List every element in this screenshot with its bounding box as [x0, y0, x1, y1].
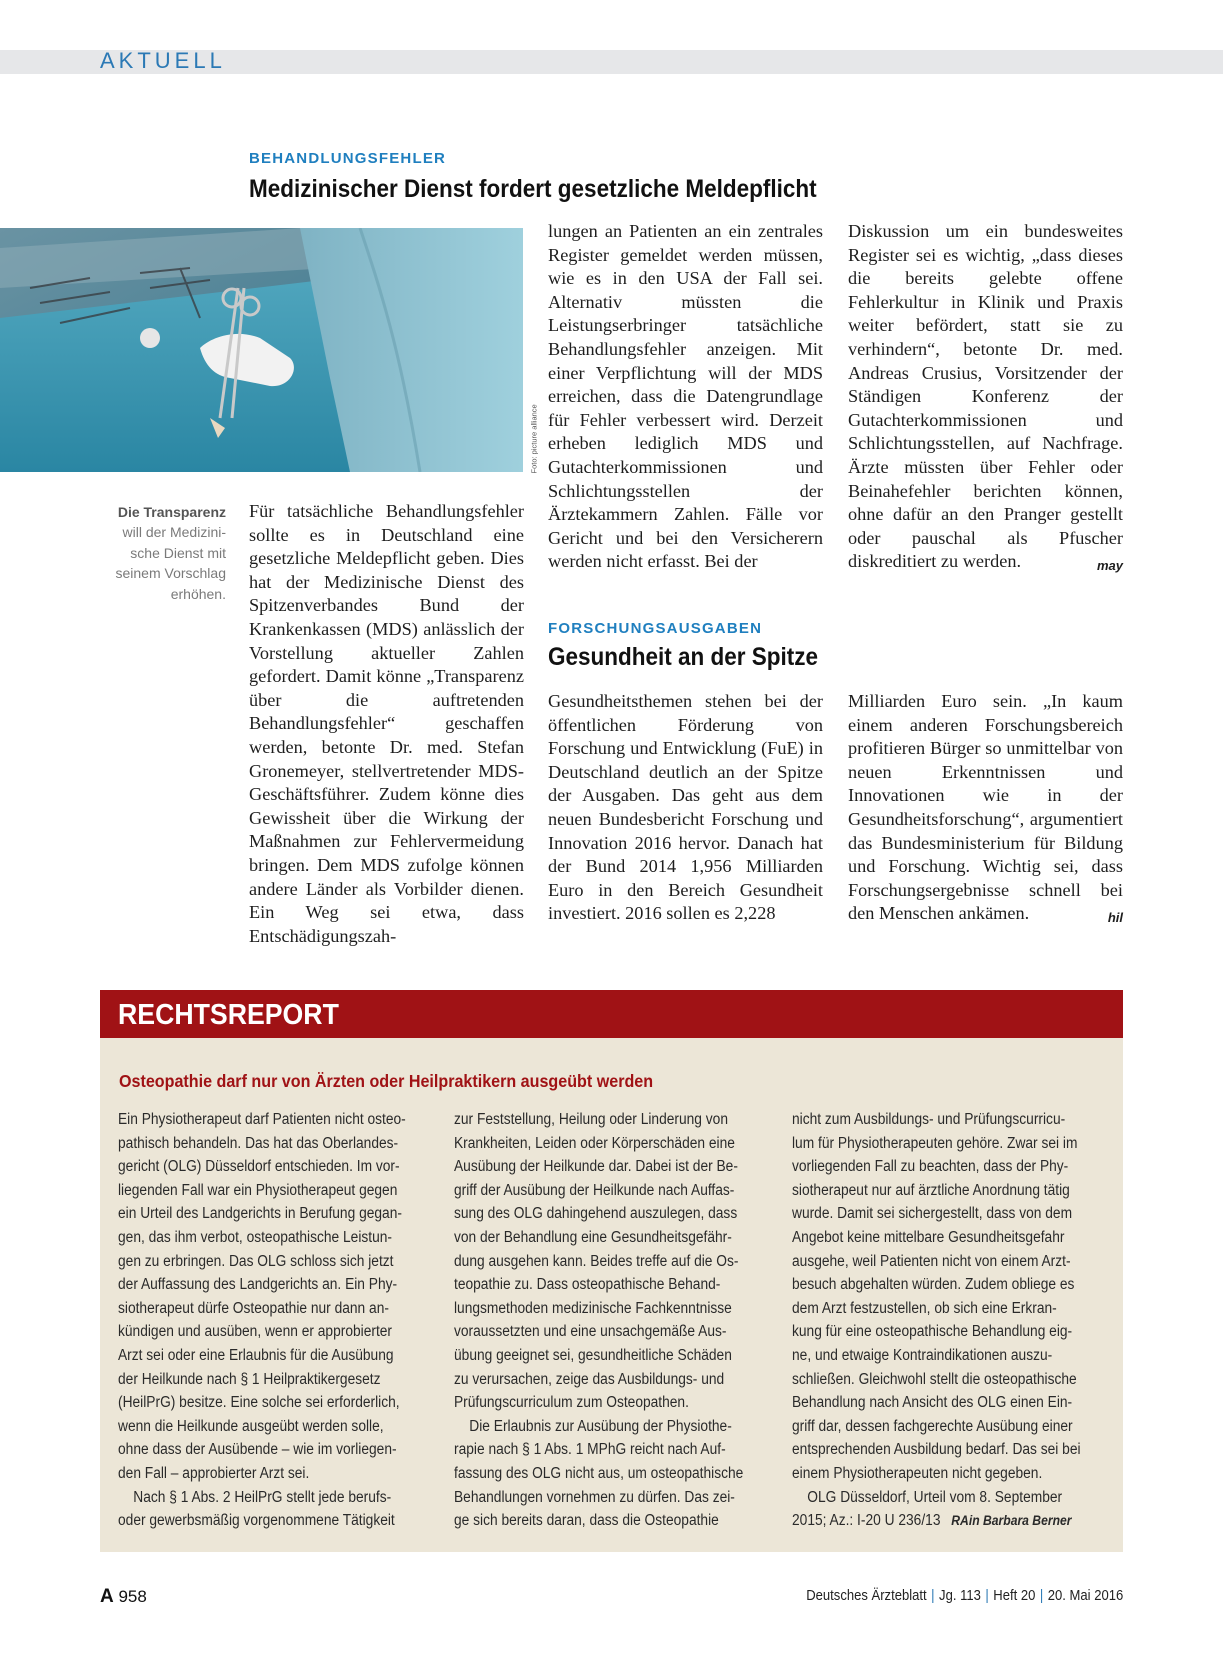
text-line: ge sich bereits daran, dass die Osteopathie: [454, 1512, 719, 1530]
text-line: Ein Physiotherapeut darf Patienten nicht osteo-: [118, 1111, 406, 1128]
text-line: Nach § 1 Abs. 2 HeilPrG stellt jede berufs-: [118, 1488, 392, 1506]
text-line: vorliegenden Fall zu beachten, dass der Phy-: [792, 1158, 1069, 1176]
text-line: der Heilkunde nach § 1 Heilpraktikergesetz: [118, 1370, 381, 1388]
text-line: einem Physiotherapeuten nicht gegeben.: [792, 1464, 1043, 1482]
page-prefix: A: [100, 1586, 114, 1607]
text-line: gen, das ihm verbot, osteopathische Leistun-: [118, 1228, 392, 1246]
surgery-photo-illustration: [0, 228, 523, 472]
text-line: kung für eine osteopathische Behandlung eig-: [792, 1323, 1073, 1341]
text-line: von der Behandlung eine Gesundheitsgefähr-: [454, 1228, 732, 1246]
article2-column-1: Gesundheitsthemen stehen bei der öffentlichen Förderung von Forschung und Entwicklung (FuE) in Deutschland deutlich an der Spitze der Ausgaben. Das geht aus dem neuen Bundesbericht Forschung und Innovation 2016 hervor. Danach hat der Bund 2014 1,956 Milliarden Euro in den Bereich Gesundheit investiert. 2016 sollen es 2,228: [548, 691, 823, 924]
text-line: rapie nach § 1 Abs. 1 MPhG reicht nach Auf-: [454, 1441, 726, 1459]
text-line: wenn die Heilkunde ausgeübt werden solle,: [118, 1417, 384, 1435]
text-line: ein Urteil des Landgerichts in Berufung gegan-: [118, 1205, 402, 1223]
text-line: siotherapeut nur auf ärztliche Anordnung tätig: [792, 1181, 1070, 1199]
rechtsreport-headline: Osteopathie darf nur von Ärzten oder Heilpraktikern ausgeübt werden: [119, 1071, 654, 1091]
rechtsreport-title-bar: [100, 990, 1123, 1038]
rechtsreport-title: RECHTSREPORT: [118, 999, 339, 1031]
text-line: ne, und etwaige Kontraindikationen auszu-: [792, 1346, 1053, 1364]
text-line: zur Feststellung, Heilung oder Linderung von: [454, 1111, 728, 1128]
issue: Heft 20: [993, 1588, 1036, 1604]
text-line: gen zu erbringen. Das OLG schloss sich jetzt: [118, 1252, 394, 1270]
publication-name: Deutsches Ärzteblatt: [805, 1588, 927, 1604]
text-line: griff dar, dessen fachgerechte Ausübung einer: [792, 1417, 1073, 1435]
text-line: Krankheiten, Leiden oder Körperschäden eine: [454, 1134, 735, 1152]
section-label: AKTUELL: [100, 48, 226, 73]
article2-author: hil: [1107, 910, 1123, 926]
footer-separator: |: [985, 1588, 989, 1604]
article1-headline: Medizinischer Dienst fordert gesetzliche Meldepflicht: [249, 175, 817, 203]
text-line: schließen. Gleichwohl stellt die osteopathische: [792, 1370, 1077, 1388]
article1-author: may: [1096, 558, 1123, 574]
text-line: nicht zum Ausbildungs- und Prüfungscurricu-: [792, 1111, 1066, 1128]
publication-footer: [806, 1588, 1123, 1604]
text-line: dem Arzt festzustellen, ob sich eine Erkran-: [792, 1299, 1057, 1317]
text-line: sung des OLG dahingehend auszulegen, dass: [454, 1205, 738, 1223]
text-line: besuch abgehalten würden. Zudem obliege es: [792, 1276, 1075, 1294]
text-line: fassung des OLG nicht aus, um osteopathische: [454, 1464, 744, 1482]
case-reference: 2015; Az.: I-20 U 236/13: [792, 1512, 941, 1530]
photo-credit: Foto: picture alliance: [529, 404, 539, 474]
footer-separator: |: [930, 1588, 935, 1604]
issue-date: 20. Mai 2016: [1047, 1588, 1123, 1604]
caption-lead: Die Transparenz: [117, 504, 226, 520]
text-line: zu verursachen, zeige das Ausbildungs- und: [454, 1370, 725, 1388]
article1-column-3: [848, 220, 1123, 578]
article1-column-2: lungen an Patienten an ein zentrales Register gemeldet werden müssen, wie es in den USA der Fall sei. Alternativ müssten die Leistungserbringer tatsächliche Behandlungsfehler anzeigen. Mit einer Verpflichtung will der MDS erreichen, dass die Datengrundlage für Fehler verbessert wird. Derzeit erheben lediglich MDS und Gutachterkommissionen und Schlichtungsstellen der Ärztekammern Zahlen. Fälle vor Gericht und bei den Versicherern werden nicht erfasst. Bei der: [548, 221, 823, 572]
article1-column-1: Für tatsächliche Behandlungsfehler sollte es in Deutschland eine gesetzliche Meldepflicht geben. Dies hat der Medizinische Dienst des Spitzenverbandes Bund der Krankenkassen (MDS) anlässlich der Vorstellung aktueller Zahlen gefordert. Damit könne „Transparenz über die auftretenden Behandlungsfehler“ geschaffen werden, betonte Dr. med. Stefan Gronemeyer, stellvertretender MDS-Geschäftsführer. Zudem könne dies Gewissheit über die Wirkung der Maßnahmen zur Fehlervermeidung bringen. Dem MDS zufolge können andere Länder als Vorbilder dienen. Ein Weg sei etwa, dass Entschädigungszah-: [249, 501, 524, 946]
caption-line: seinem Vorschlag: [115, 565, 226, 582]
text-line: übung geeignet sei, gesundheitliche Schäden: [454, 1346, 732, 1364]
photo-caption: [100, 502, 226, 604]
text-line: griff der Ausübung der Heilkunde nach Auffas-: [454, 1181, 735, 1199]
text-line: dung ausgehen kann. Beides treffe auf die Os-: [454, 1252, 739, 1270]
text-line: der Auffassung des Landgerichts an. Ein Phy-: [118, 1276, 398, 1294]
text-line: Behandlung nach Ansicht des OLG einen Ein-: [792, 1394, 1073, 1412]
text-line: (HeilPrG) besitze. Eine solche sei erforderlich,: [118, 1394, 400, 1412]
text-line: siotherapeut dürfe Osteopathie nur dann an-: [118, 1299, 389, 1317]
text-line: kündigen und ausüben, wenn er approbierter: [118, 1323, 393, 1341]
rechtsreport-box: [100, 990, 1123, 1552]
text-line: Prüfungscurriculum zum Osteopathen.: [454, 1394, 689, 1412]
text-line: Angebot keine mittelbare Gesundheitsgefahr: [792, 1228, 1065, 1246]
article2-column-2: [848, 690, 1123, 930]
text-line: Ausübung der Heilkunde dar. Dabei ist der Be-: [454, 1158, 738, 1176]
text-line: Arzt sei oder eine Erlaubnis für die Ausübung: [118, 1346, 394, 1364]
text-line: [792, 1509, 1089, 1533]
text-line: gericht (OLG) Düsseldorf entschieden. Im vor-: [118, 1158, 400, 1176]
text-line: lum für Physiotherapeuten gehöre. Zwar sei im: [792, 1134, 1078, 1152]
text-line: OLG Düsseldorf, Urteil vom 8. September: [792, 1488, 1063, 1506]
caption-line: erhöhen.: [170, 585, 226, 602]
text-line: voraussetzten und eine unsachgemäße Aus-: [454, 1323, 727, 1341]
text-line: teopathie zu. Dass osteopathische Behand-: [454, 1276, 721, 1294]
rechtsreport-column-1: [118, 1108, 415, 1533]
page-number-value: 958: [118, 1587, 147, 1606]
caption-line: sche Dienst mit: [130, 544, 226, 561]
article2-column-2-text: Milliarden Euro sein. „In kaum einem anderen Forschungsbereich profitieren Bürger so unmittelbar von neuen Erkenntnissen und Innovationen wie in der Gesundheitsforschung“, argumentiert das Bundesministerium für Bildung und Forschung. Wichtig sei, dass Forschungsergebnisse schnell bei den Menschen ankämen.: [848, 691, 1123, 924]
surgery-photo: [0, 228, 523, 472]
caption-line: will der Medizini-: [122, 524, 226, 541]
text-line: liegenden Fall war ein Physiotherapeut gegen: [118, 1181, 398, 1199]
text-line: den Fall – approbierter Arzt sei.: [118, 1464, 310, 1482]
footer-separator: |: [1039, 1588, 1044, 1604]
rechtsreport-author: RAin Barbara Berner: [951, 1513, 1072, 1529]
article2-kicker: FORSCHUNGSAUSGABEN: [548, 620, 763, 637]
article1-kicker: BEHANDLUNGSFEHLER: [249, 150, 447, 167]
article2-headline: Gesundheit an der Spitze: [548, 643, 819, 671]
article1-column-3-text: Diskussion um ein bundesweites Register sei es wichtig, „dass dieses die bereits gelebte offene Fehlerkultur in Klinik und Praxis weiter befördert, statt sie zu verhindern“, betonte Dr. med. Andreas Crusius, Vorsitzender der Ständigen Konferenz der Gutachterkommissionen und Schlichtungsstellen, auf Nachfrage. Ärzte müssten über Fehler oder Beinahefehler berichten können, ohne dafür an den Pranger gestellt oder pauschal als Pfuscher diskreditiert zu werden.: [848, 221, 1123, 572]
volume: Jg. 113: [938, 1588, 981, 1604]
text-line: ohne dass der Ausübende – wie im vorliegen-: [118, 1441, 397, 1459]
text-line: ausgehe, weil Patienten nicht von einem Arzt-: [792, 1252, 1071, 1270]
text-line: entsprechenden Ausbildung bedarf. Das sei bei: [792, 1441, 1081, 1459]
rechtsreport-column-3: [792, 1108, 1089, 1533]
text-line: Behandlungen vornehmen zu dürfen. Das zei-: [454, 1488, 735, 1506]
text-line: pathisch behandeln. Das hat das Oberlandes-: [118, 1134, 399, 1152]
text-line: Die Erlaubnis zur Ausübung der Physiothe-: [454, 1417, 732, 1435]
rechtsreport-column-2: [454, 1108, 751, 1533]
text-line: oder gewerbsmäßig vorgenommene Tätigkeit: [118, 1512, 395, 1530]
page-number: [100, 1586, 147, 1608]
text-line: lungsmethoden medizinische Fachkenntnisse: [454, 1299, 732, 1317]
text-line: wurde. Damit sei sichergestellt, dass von dem: [792, 1205, 1073, 1223]
